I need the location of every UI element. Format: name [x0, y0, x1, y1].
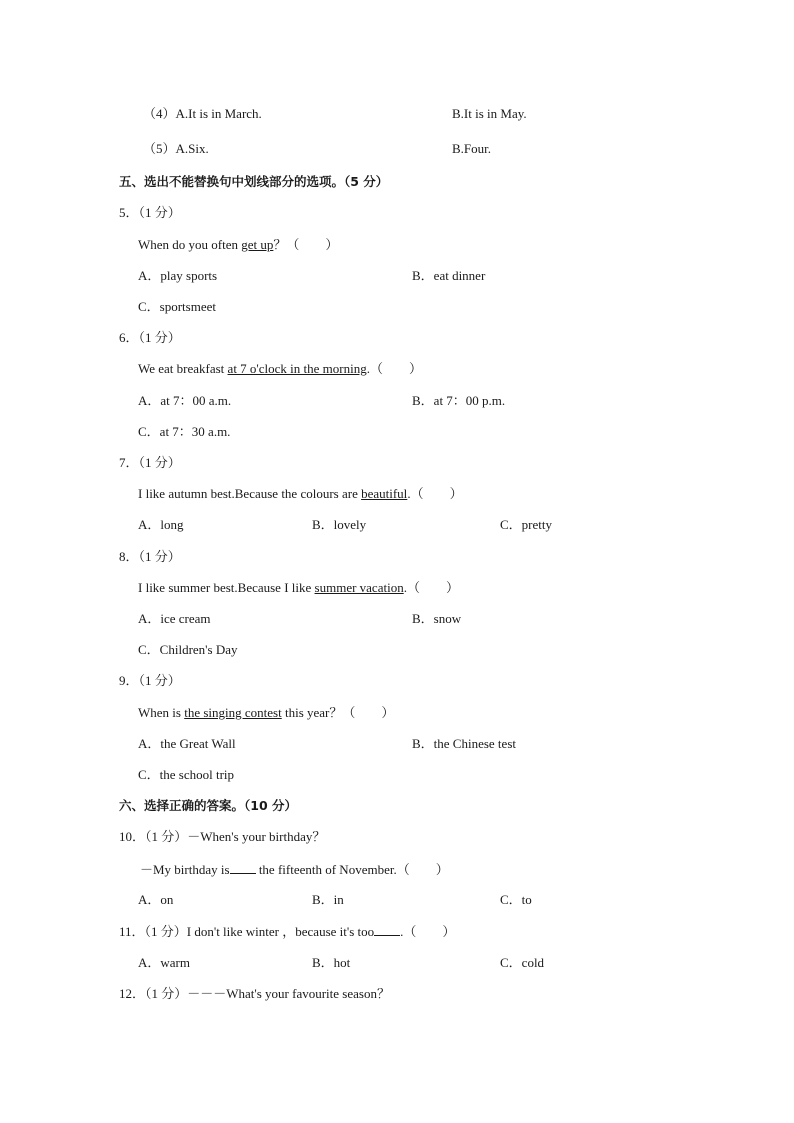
q5-stem-post: ？（ ） — [273, 237, 339, 252]
q7-underlined: beautiful — [361, 486, 408, 501]
q10-line2 — [140, 861, 449, 878]
q6-stem-post: .（ ） — [366, 361, 422, 376]
q7-number: 7．（1 分） — [119, 455, 181, 470]
q12-line1: 12．（1 分）－－－What's your favourite season？ — [119, 986, 390, 1001]
q9-option-a[interactable]: A．the Great Wall — [138, 736, 236, 751]
q5s-option-a-text: A.Six. — [175, 141, 209, 156]
q7-stem-pre: I like autumn best.Because the colours are — [138, 486, 362, 501]
q6-option-a[interactable]: A．at 7：00 a.m. — [138, 393, 232, 408]
q9-option-c[interactable]: C．the school trip — [138, 767, 235, 782]
q11-option-b[interactable]: B．hot — [312, 955, 351, 970]
q10-option-a[interactable]: A．on — [138, 892, 174, 907]
q5-option-a[interactable]: A．play sports — [138, 268, 218, 283]
q11-stem-post: .（ ） — [400, 924, 456, 939]
q4-option-a — [143, 106, 262, 122]
q5-stem-pre: When do you often — [138, 237, 242, 252]
q10-blank[interactable] — [230, 861, 256, 874]
q5-underlined: get up — [241, 237, 274, 252]
q6-stem — [138, 361, 422, 377]
q5s-option-a — [143, 141, 209, 157]
q4-option-a-text: A.It is in March. — [175, 106, 262, 121]
q11-option-c[interactable]: C．cold — [500, 955, 545, 970]
q8-stem-post: .（ ） — [403, 580, 459, 595]
q8-number: 8．（1 分） — [119, 549, 181, 564]
q6-number: 6．（1 分） — [119, 330, 181, 345]
q9-number: 9．（1 分） — [119, 673, 181, 688]
section6-heading: 六、选择正确的答案。（10 分） — [119, 798, 297, 813]
q11-blank[interactable] — [374, 923, 400, 936]
q8-option-c[interactable]: C．Children's Day — [138, 642, 238, 657]
q5-option-b[interactable]: B．eat dinner — [412, 268, 486, 283]
q6-stem-pre: We eat breakfast — [138, 361, 228, 376]
q10-stem-post: the fifteenth of November.（ ） — [255, 862, 449, 877]
q9-stem-post: this year？（ ） — [281, 705, 395, 720]
q7-stem-post: .（ ） — [407, 486, 463, 501]
q10-option-b[interactable]: B．in — [312, 892, 344, 907]
q5-option-c[interactable]: C．sportsmeet — [138, 299, 216, 314]
q8-option-b[interactable]: B．snow — [412, 611, 462, 626]
q11-stem — [119, 923, 455, 940]
q6-option-b[interactable]: B．at 7：00 p.m. — [412, 393, 506, 408]
q8-stem-pre: I like summer best.Because I like — [138, 580, 315, 595]
q9-underlined: the singing contest — [184, 705, 282, 720]
q5-stem — [138, 237, 338, 253]
q7-stem — [138, 486, 463, 502]
q7-option-c[interactable]: C．pretty — [500, 517, 552, 532]
q9-stem-pre: When is — [138, 705, 185, 720]
q9-option-b[interactable]: B．the Chinese test — [412, 736, 516, 751]
q4-number: （4） — [143, 106, 176, 121]
q8-stem — [138, 580, 459, 596]
q6-option-c[interactable]: C．at 7：30 a.m. — [138, 424, 231, 439]
q10-option-c[interactable]: C．to — [500, 892, 532, 907]
q7-option-b[interactable]: B．lovely — [312, 517, 367, 532]
q10-line1: 10．（1 分）－When's your birthday？ — [119, 829, 326, 844]
q6-underlined: at 7 o'clock in the morning — [227, 361, 367, 376]
q5s-number: （5） — [143, 141, 176, 156]
q8-underlined: summer vacation — [314, 580, 404, 595]
q10-stem-pre: －My birthday is — [140, 862, 230, 877]
q9-stem — [138, 705, 394, 721]
q8-option-a[interactable]: A．ice cream — [138, 611, 211, 626]
q5-number: 5．（1 分） — [119, 205, 181, 220]
section5-heading: 五、选出不能替换句中划线部分的选项。（5 分） — [119, 174, 389, 189]
q11-option-a[interactable]: A．warm — [138, 955, 190, 970]
q4-option-b: B.It is in May. — [452, 106, 527, 121]
q7-option-a[interactable]: A．long — [138, 517, 184, 532]
q11-stem-pre: 11．（1 分）I don't like winter ，because it's too — [119, 924, 375, 939]
q5s-option-b: B.Four. — [452, 141, 492, 156]
